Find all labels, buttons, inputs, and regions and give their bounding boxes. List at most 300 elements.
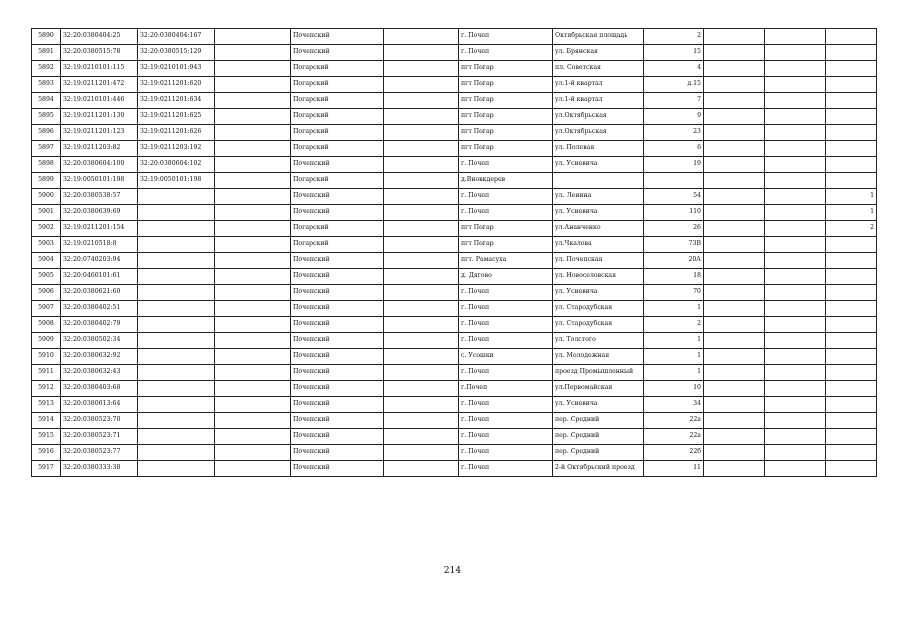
cell-settlement: г. Почеп (459, 365, 553, 381)
cell-extra-col-1 (704, 301, 765, 317)
table-row (32, 173, 877, 189)
cell-empty-col (215, 285, 291, 301)
cell-district: Почепский (291, 157, 384, 173)
cell-row-number: 5917 (32, 461, 61, 477)
cell-cadastral-number-building (138, 221, 215, 237)
cell-empty-col (215, 333, 291, 349)
cell-empty-col (215, 397, 291, 413)
cell-house-number: 15 (644, 45, 704, 61)
cell-empty-col (215, 189, 291, 205)
cell-settlement: г. Почеп (459, 45, 553, 61)
cell-district: Погарский (291, 141, 384, 157)
cell-extra-col-1 (704, 125, 765, 141)
cell-extra-col-1 (704, 397, 765, 413)
cell-cadastral-number-building (138, 365, 215, 381)
cell-extra-col-1 (704, 109, 765, 125)
table-row (32, 445, 877, 461)
table-row (32, 269, 877, 285)
cell-extra-col-2 (765, 221, 826, 237)
cell-extra-col-2 (765, 45, 826, 61)
registry-table (31, 28, 877, 477)
cell-count (826, 381, 877, 397)
cell-count (826, 349, 877, 365)
cell-street: ул. Толстого (553, 333, 644, 349)
cell-street: ул. Молодежная (553, 349, 644, 365)
cell-house-number: 2 (644, 29, 704, 45)
cell-settlement: пгт Погар (459, 221, 553, 237)
cell-count (826, 77, 877, 93)
cell-empty-col (215, 157, 291, 173)
cell-empty-col-2 (384, 333, 459, 349)
cell-house-number: 70 (644, 285, 704, 301)
cell-cadastral-number-building (138, 285, 215, 301)
cell-empty-col (215, 205, 291, 221)
cell-district: Почепский (291, 349, 384, 365)
cell-cadastral-number-land: 32:20:0380403:68 (61, 381, 138, 397)
cell-cadastral-number-building: 32:19:0211201:625 (138, 109, 215, 125)
cell-extra-col-2 (765, 125, 826, 141)
cell-cadastral-number-land: 32:20:0380523:70 (61, 413, 138, 429)
cell-cadastral-number-building (138, 237, 215, 253)
cell-extra-col-1 (704, 237, 765, 253)
cell-row-number: 5901 (32, 205, 61, 221)
cell-street: ул.Чкалова (553, 237, 644, 253)
cell-house-number: 4 (644, 61, 704, 77)
cell-count (826, 29, 877, 45)
cell-empty-col-2 (384, 173, 459, 189)
cell-district: Почепский (291, 317, 384, 333)
cell-street: проезд Промышленный (553, 365, 644, 381)
cell-cadastral-number-building (138, 205, 215, 221)
cell-row-number: 5915 (32, 429, 61, 445)
cell-cadastral-number-building: 32:19:0211203:192 (138, 141, 215, 157)
cell-extra-col-2 (765, 141, 826, 157)
cell-house-number: 26 (644, 221, 704, 237)
cell-house-number: 1 (644, 333, 704, 349)
cell-row-number: 5894 (32, 93, 61, 109)
cell-settlement: г.Почеп (459, 381, 553, 397)
cell-empty-col (215, 301, 291, 317)
cell-count (826, 157, 877, 173)
cell-empty-col (215, 365, 291, 381)
cell-settlement: г. Почеп (459, 205, 553, 221)
cell-cadastral-number-land: 32:19:0210518:8 (61, 237, 138, 253)
cell-cadastral-number-building (138, 381, 215, 397)
cell-empty-col (215, 109, 291, 125)
table-row (32, 461, 877, 477)
cell-district: Почепский (291, 445, 384, 461)
cell-extra-col-1 (704, 157, 765, 173)
cell-empty-col-2 (384, 413, 459, 429)
cell-house-number: 2 (644, 317, 704, 333)
cell-empty-col (215, 141, 291, 157)
cell-count (826, 333, 877, 349)
cell-house-number: 19 (644, 157, 704, 173)
cell-extra-col-1 (704, 77, 765, 93)
cell-count (826, 253, 877, 269)
cell-cadastral-number-land: 32:20:0380402:79 (61, 317, 138, 333)
cell-extra-col-1 (704, 45, 765, 61)
cell-empty-col-2 (384, 157, 459, 173)
cell-cadastral-number-land: 32:20:0380632:43 (61, 365, 138, 381)
cell-extra-col-2 (765, 269, 826, 285)
cell-street: ул.Ананченко (553, 221, 644, 237)
table-row (32, 413, 877, 429)
cell-district: Почепский (291, 413, 384, 429)
cell-empty-col (215, 381, 291, 397)
cell-empty-col-2 (384, 445, 459, 461)
cell-street: Октябрьская площадь (553, 29, 644, 45)
cell-empty-col-2 (384, 285, 459, 301)
cell-extra-col-1 (704, 445, 765, 461)
cell-cadastral-number-land: 32:20:0380523:71 (61, 429, 138, 445)
cell-row-number: 5910 (32, 349, 61, 365)
cell-district: Почепский (291, 205, 384, 221)
table-body (32, 29, 877, 477)
table-row (32, 93, 877, 109)
cell-cadastral-number-building: 32:20:0380404:167 (138, 29, 215, 45)
cell-row-number: 5895 (32, 109, 61, 125)
table-row (32, 125, 877, 141)
table-row (32, 429, 877, 445)
cell-cadastral-number-building (138, 429, 215, 445)
table-row (32, 45, 877, 61)
cell-row-number: 5899 (32, 173, 61, 189)
cell-cadastral-number-land: 32:20:0380538:57 (61, 189, 138, 205)
cell-empty-col (215, 461, 291, 477)
cell-empty-col-2 (384, 141, 459, 157)
cell-district: Почепский (291, 397, 384, 413)
cell-extra-col-2 (765, 445, 826, 461)
cell-extra-col-1 (704, 141, 765, 157)
cell-cadastral-number-building (138, 461, 215, 477)
cell-cadastral-number-building (138, 333, 215, 349)
cell-extra-col-2 (765, 333, 826, 349)
cell-empty-col (215, 93, 291, 109)
cell-settlement: с. Усошки (459, 349, 553, 365)
cell-row-number: 5903 (32, 237, 61, 253)
cell-settlement: г. Почеп (459, 413, 553, 429)
table-row (32, 221, 877, 237)
cell-house-number: 11 (644, 461, 704, 477)
cell-house-number: 1 (644, 365, 704, 381)
cell-extra-col-2 (765, 301, 826, 317)
cell-district: Погарский (291, 125, 384, 141)
cell-count: 1 (826, 205, 877, 221)
cell-empty-col-2 (384, 365, 459, 381)
cell-district: Почепский (291, 285, 384, 301)
cell-empty-col (215, 221, 291, 237)
cell-empty-col (215, 429, 291, 445)
cell-cadastral-number-building (138, 301, 215, 317)
cell-empty-col (215, 77, 291, 93)
cell-empty-col (215, 125, 291, 141)
cell-cadastral-number-land: 32:19:0211203:82 (61, 141, 138, 157)
cell-extra-col-2 (765, 285, 826, 301)
table-row (32, 189, 877, 205)
cell-street: ул.1-й квартал (553, 77, 644, 93)
cell-district: Почепский (291, 189, 384, 205)
cell-empty-col-2 (384, 205, 459, 221)
cell-settlement: г. Почеп (459, 157, 553, 173)
cell-settlement: г. Почеп (459, 397, 553, 413)
cell-count (826, 365, 877, 381)
cell-settlement: г. Почеп (459, 285, 553, 301)
cell-district: Почепский (291, 365, 384, 381)
cell-empty-col-2 (384, 429, 459, 445)
cell-empty-col (215, 253, 291, 269)
cell-house-number: 1 (644, 349, 704, 365)
cell-settlement: пгт. Рамасуха (459, 253, 553, 269)
cell-extra-col-1 (704, 429, 765, 445)
cell-cadastral-number-land: 32:20:0380333:38 (61, 461, 138, 477)
cell-house-number: 10 (644, 381, 704, 397)
cell-settlement: пгт Погар (459, 93, 553, 109)
cell-empty-col-2 (384, 45, 459, 61)
cell-cadastral-number-land: 32:20:0460101:61 (61, 269, 138, 285)
cell-house-number: 34 (644, 397, 704, 413)
cell-empty-col (215, 237, 291, 253)
cell-settlement: д.Вновкдерев (459, 173, 553, 189)
cell-district: Погарский (291, 77, 384, 93)
cell-empty-col-2 (384, 461, 459, 477)
cell-count (826, 109, 877, 125)
cell-cadastral-number-building (138, 189, 215, 205)
cell-cadastral-number-land: 32:19:0211201:154 (61, 221, 138, 237)
cell-extra-col-2 (765, 189, 826, 205)
cell-settlement: д. Дягово (459, 269, 553, 285)
cell-empty-col-2 (384, 125, 459, 141)
table-row (32, 301, 877, 317)
cell-empty-col-2 (384, 317, 459, 333)
cell-count (826, 429, 877, 445)
cell-cadastral-number-land: 32:20:0380402:51 (61, 301, 138, 317)
cell-count (826, 269, 877, 285)
cell-house-number (644, 173, 704, 189)
cell-cadastral-number-building (138, 317, 215, 333)
cell-count (826, 397, 877, 413)
cell-empty-col-2 (384, 301, 459, 317)
cell-empty-col-2 (384, 61, 459, 77)
cell-cadastral-number-land: 32:20:0380515:78 (61, 45, 138, 61)
cell-cadastral-number-land: 32:20:0380523:77 (61, 445, 138, 461)
cell-street: ул.Октябрьская (553, 109, 644, 125)
cell-row-number: 5898 (32, 157, 61, 173)
cell-street: ул.1-й квартал (553, 93, 644, 109)
cell-district: Почепский (291, 429, 384, 445)
cell-empty-col-2 (384, 237, 459, 253)
cell-house-number: 22а (644, 413, 704, 429)
cell-street: пер. Средний (553, 429, 644, 445)
cell-count (826, 93, 877, 109)
cell-house-number: 23 (644, 125, 704, 141)
cell-district: Погарский (291, 93, 384, 109)
cell-extra-col-1 (704, 93, 765, 109)
cell-house-number: 73В (644, 237, 704, 253)
cell-street: ул. Усиевича (553, 157, 644, 173)
cell-street: ул. Усиевича (553, 285, 644, 301)
cell-settlement: г. Почеп (459, 445, 553, 461)
cell-count: 1 (826, 189, 877, 205)
cell-district: Почепский (291, 29, 384, 45)
cell-district: Почепский (291, 45, 384, 61)
cell-row-number: 5905 (32, 269, 61, 285)
table-row (32, 285, 877, 301)
cell-extra-col-1 (704, 381, 765, 397)
cell-row-number: 5904 (32, 253, 61, 269)
cell-row-number: 5907 (32, 301, 61, 317)
cell-row-number: 5913 (32, 397, 61, 413)
cell-extra-col-2 (765, 381, 826, 397)
cell-row-number: 5902 (32, 221, 61, 237)
cell-empty-col (215, 445, 291, 461)
cell-empty-col-2 (384, 189, 459, 205)
cell-extra-col-1 (704, 413, 765, 429)
cell-count (826, 141, 877, 157)
table-row (32, 61, 877, 77)
table-row (32, 381, 877, 397)
cell-row-number: 5891 (32, 45, 61, 61)
cell-empty-col (215, 349, 291, 365)
cell-cadastral-number-building (138, 445, 215, 461)
cell-street (553, 173, 644, 189)
cell-street: ул. Брянская (553, 45, 644, 61)
cell-cadastral-number-land: 32:20:0380404:25 (61, 29, 138, 45)
cell-cadastral-number-building (138, 253, 215, 269)
cell-extra-col-2 (765, 349, 826, 365)
cell-count (826, 445, 877, 461)
cell-cadastral-number-building (138, 269, 215, 285)
cell-settlement: пгт Погар (459, 77, 553, 93)
cell-extra-col-1 (704, 269, 765, 285)
cell-count (826, 317, 877, 333)
cell-cadastral-number-land: 32:19:0210101:446 (61, 93, 138, 109)
cell-cadastral-number-building: 32:19:0211201:620 (138, 77, 215, 93)
cell-empty-col (215, 45, 291, 61)
cell-street: ул. Новоселовская (553, 269, 644, 285)
table-row (32, 205, 877, 221)
cell-cadastral-number-building: 32:19:0050101:198 (138, 173, 215, 189)
cell-empty-col-2 (384, 221, 459, 237)
cell-settlement: г. Почеп (459, 461, 553, 477)
cell-row-number: 5916 (32, 445, 61, 461)
cell-empty-col (215, 173, 291, 189)
cell-empty-col-2 (384, 29, 459, 45)
cell-extra-col-1 (704, 317, 765, 333)
table-row (32, 397, 877, 413)
cell-district: Почепский (291, 381, 384, 397)
cell-row-number: 5900 (32, 189, 61, 205)
cell-cadastral-number-land: 32:20:0380604:100 (61, 157, 138, 173)
cell-extra-col-2 (765, 93, 826, 109)
cell-district: Почепский (291, 269, 384, 285)
cell-row-number: 5897 (32, 141, 61, 157)
cell-district: Почепский (291, 301, 384, 317)
cell-street: ул.Первомайская (553, 381, 644, 397)
cell-extra-col-2 (765, 237, 826, 253)
cell-empty-col-2 (384, 253, 459, 269)
cell-house-number: 20А (644, 253, 704, 269)
table-row (32, 253, 877, 269)
cell-extra-col-1 (704, 253, 765, 269)
cell-street: ул. Ленина (553, 189, 644, 205)
cell-empty-col (215, 269, 291, 285)
cell-count (826, 413, 877, 429)
cell-extra-col-2 (765, 253, 826, 269)
cell-extra-col-2 (765, 317, 826, 333)
cell-extra-col-1 (704, 365, 765, 381)
cell-house-number: д.15 (644, 77, 704, 93)
cell-street: ул. Почепская (553, 253, 644, 269)
cell-count: 2 (826, 221, 877, 237)
cell-extra-col-1 (704, 333, 765, 349)
cell-count (826, 301, 877, 317)
cell-cadastral-number-building: 32:19:0211201:626 (138, 125, 215, 141)
cell-house-number: 54 (644, 189, 704, 205)
table-row (32, 141, 877, 157)
cell-extra-col-2 (765, 61, 826, 77)
cell-empty-col-2 (384, 349, 459, 365)
cell-row-number: 5906 (32, 285, 61, 301)
table-row (32, 157, 877, 173)
cell-settlement: г. Почеп (459, 317, 553, 333)
cell-count (826, 173, 877, 189)
cell-settlement: г. Почеп (459, 29, 553, 45)
cell-settlement: г. Почеп (459, 429, 553, 445)
cell-cadastral-number-building (138, 349, 215, 365)
cell-district: Погарский (291, 61, 384, 77)
cell-street: пер. Средний (553, 445, 644, 461)
cell-street: ул. Усиевича (553, 205, 644, 221)
cell-house-number: 22б (644, 445, 704, 461)
cell-extra-col-2 (765, 397, 826, 413)
cell-settlement: г. Почеп (459, 189, 553, 205)
cell-district: Погарский (291, 221, 384, 237)
cell-empty-col (215, 317, 291, 333)
cell-empty-col (215, 413, 291, 429)
cell-empty-col (215, 61, 291, 77)
cell-extra-col-1 (704, 285, 765, 301)
cell-extra-col-2 (765, 173, 826, 189)
cell-empty-col-2 (384, 381, 459, 397)
cell-extra-col-1 (704, 349, 765, 365)
cell-row-number: 5892 (32, 61, 61, 77)
cell-house-number: 22а (644, 429, 704, 445)
cell-extra-col-2 (765, 29, 826, 45)
cell-extra-col-2 (765, 413, 826, 429)
cell-street: пер. Средний (553, 413, 644, 429)
cell-extra-col-1 (704, 189, 765, 205)
cell-cadastral-number-land: 32:19:0211201:130 (61, 109, 138, 125)
cell-extra-col-1 (704, 29, 765, 45)
cell-street: ул. Стародубская (553, 301, 644, 317)
cell-settlement: пгт Погар (459, 109, 553, 125)
cell-row-number: 5914 (32, 413, 61, 429)
table-row (32, 317, 877, 333)
cell-empty-col-2 (384, 269, 459, 285)
table-row (32, 365, 877, 381)
cell-row-number: 5890 (32, 29, 61, 45)
table-row (32, 349, 877, 365)
cell-settlement: пгт Погар (459, 237, 553, 253)
cell-count (826, 45, 877, 61)
cell-cadastral-number-land: 32:20:0380639:69 (61, 205, 138, 221)
cell-extra-col-2 (765, 461, 826, 477)
cell-cadastral-number-building (138, 397, 215, 413)
cell-cadastral-number-land: 32:20:0380632:92 (61, 349, 138, 365)
cell-cadastral-number-land: 32:20:0380621:60 (61, 285, 138, 301)
cell-settlement: пгт Погар (459, 141, 553, 157)
